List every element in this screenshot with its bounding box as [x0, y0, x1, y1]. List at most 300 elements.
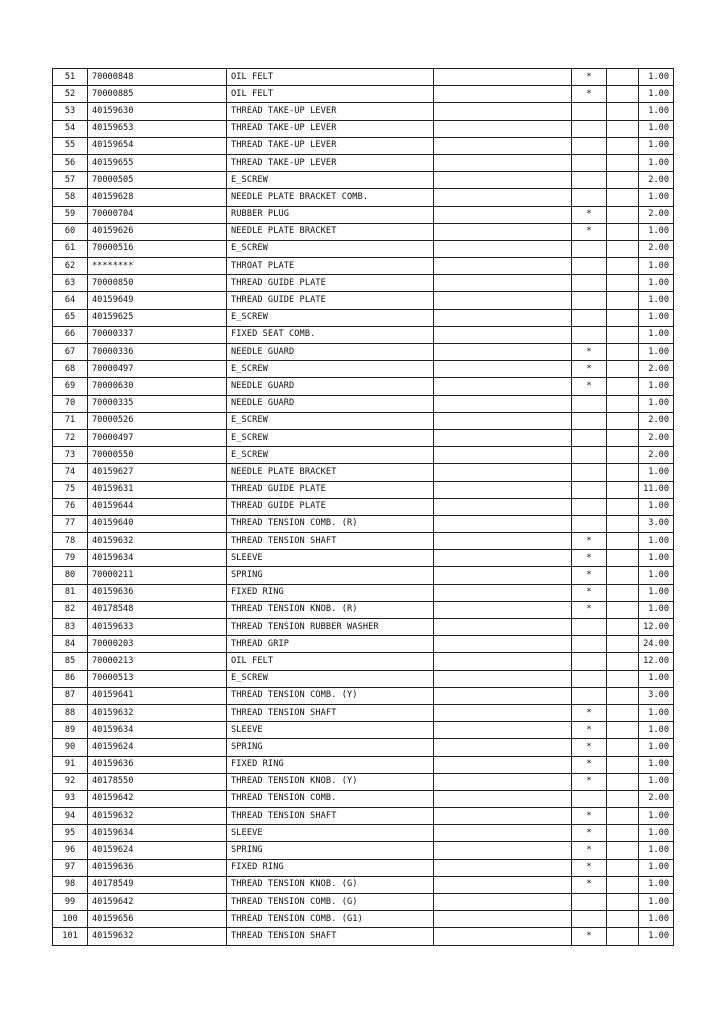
quantity-cell: 1.00 — [639, 533, 674, 550]
remarks-cell — [434, 670, 572, 687]
table-row — [53, 619, 674, 636]
remarks-cell — [434, 687, 572, 704]
mark-cell — [572, 515, 607, 532]
remarks-cell — [434, 911, 572, 928]
table-row — [53, 344, 674, 361]
spare-cell — [607, 756, 639, 773]
mark-cell: * — [572, 704, 607, 721]
remarks-cell — [434, 344, 572, 361]
spare-cell — [607, 653, 639, 670]
spare-cell — [607, 292, 639, 309]
quantity-cell: 3.00 — [639, 687, 674, 704]
part-number-cell: 40159642 — [88, 790, 227, 807]
spare-cell — [607, 86, 639, 103]
spare-cell — [607, 172, 639, 189]
mark-cell: * — [572, 756, 607, 773]
table-row — [53, 584, 674, 601]
remarks-cell — [434, 859, 572, 876]
remarks-cell — [434, 739, 572, 756]
quantity-cell: 1.00 — [639, 911, 674, 928]
description-cell: E_SCREW — [227, 361, 434, 378]
part-number-cell: 70000550 — [88, 447, 227, 464]
part-number-cell: 40159656 — [88, 911, 227, 928]
table-row — [53, 137, 674, 154]
quantity-cell: 1.00 — [639, 722, 674, 739]
mark-cell — [572, 309, 607, 326]
remarks-cell — [434, 361, 572, 378]
part-number-cell: 40159626 — [88, 223, 227, 240]
quantity-cell: 2.00 — [639, 172, 674, 189]
part-number-cell: 40159653 — [88, 120, 227, 137]
remarks-cell — [434, 137, 572, 154]
part-number-cell: 40159641 — [88, 687, 227, 704]
remarks-cell — [434, 258, 572, 275]
mark-cell: * — [572, 928, 607, 945]
quantity-cell: 2.00 — [639, 206, 674, 223]
quantity-cell: 1.00 — [639, 189, 674, 206]
remarks-cell — [434, 206, 572, 223]
remarks-cell — [434, 704, 572, 721]
part-number-cell: 40159634 — [88, 550, 227, 567]
table-row — [53, 756, 674, 773]
item-number-cell: 92 — [53, 773, 88, 790]
part-number-cell: 40159655 — [88, 154, 227, 171]
spare-cell — [607, 412, 639, 429]
description-cell: SPRING — [227, 842, 434, 859]
spare-cell — [607, 704, 639, 721]
part-number-cell: 40159634 — [88, 825, 227, 842]
table-row — [53, 653, 674, 670]
description-cell: FIXED RING — [227, 584, 434, 601]
part-number-cell: 40159632 — [88, 533, 227, 550]
part-number-cell: 70000505 — [88, 172, 227, 189]
item-number-cell: 85 — [53, 653, 88, 670]
part-number-cell: 40159640 — [88, 515, 227, 532]
spare-cell — [607, 790, 639, 807]
quantity-cell: 2.00 — [639, 240, 674, 257]
description-cell: THREAD TENSION RUBBER WASHER — [227, 619, 434, 636]
item-number-cell: 56 — [53, 154, 88, 171]
remarks-cell — [434, 876, 572, 893]
table-row — [53, 103, 674, 120]
part-number-cell: 40159632 — [88, 808, 227, 825]
description-cell: NEEDLE GUARD — [227, 378, 434, 395]
table-row — [53, 395, 674, 412]
mark-cell — [572, 447, 607, 464]
mark-cell: * — [572, 601, 607, 618]
part-number-cell: 40159636 — [88, 584, 227, 601]
part-number-cell: 70000203 — [88, 636, 227, 653]
spare-cell — [607, 69, 639, 86]
quantity-cell: 1.00 — [639, 275, 674, 292]
part-number-cell: 70000885 — [88, 86, 227, 103]
quantity-cell: 2.00 — [639, 412, 674, 429]
quantity-cell: 12.00 — [639, 619, 674, 636]
remarks-cell — [434, 584, 572, 601]
spare-cell — [607, 361, 639, 378]
quantity-cell: 24.00 — [639, 636, 674, 653]
description-cell: SPRING — [227, 567, 434, 584]
description-cell: NEEDLE GUARD — [227, 344, 434, 361]
quantity-cell: 1.00 — [639, 86, 674, 103]
mark-cell — [572, 636, 607, 653]
mark-cell — [572, 258, 607, 275]
remarks-cell — [434, 601, 572, 618]
mark-cell — [572, 653, 607, 670]
mark-cell — [572, 240, 607, 257]
part-number-cell: ******** — [88, 258, 227, 275]
quantity-cell: 1.00 — [639, 292, 674, 309]
item-number-cell: 86 — [53, 670, 88, 687]
spare-cell — [607, 876, 639, 893]
description-cell: SPRING — [227, 739, 434, 756]
remarks-cell — [434, 429, 572, 446]
spare-cell — [607, 223, 639, 240]
part-number-cell: 70000497 — [88, 429, 227, 446]
remarks-cell — [434, 773, 572, 790]
mark-cell: * — [572, 344, 607, 361]
description-cell: THREAD TENSION COMB. (Y) — [227, 687, 434, 704]
table-row — [53, 412, 674, 429]
mark-cell — [572, 464, 607, 481]
remarks-cell — [434, 481, 572, 498]
table-row — [53, 309, 674, 326]
table-row — [53, 498, 674, 515]
spare-cell — [607, 808, 639, 825]
mark-cell: * — [572, 876, 607, 893]
spare-cell — [607, 928, 639, 945]
mark-cell: * — [572, 808, 607, 825]
table-row — [53, 447, 674, 464]
item-number-cell: 52 — [53, 86, 88, 103]
table-row — [53, 876, 674, 893]
parts-list-table — [52, 68, 674, 946]
remarks-cell — [434, 894, 572, 911]
mark-cell: * — [572, 739, 607, 756]
description-cell: FIXED RING — [227, 756, 434, 773]
part-number-cell: 40159632 — [88, 704, 227, 721]
table-row — [53, 928, 674, 945]
mark-cell: * — [572, 223, 607, 240]
item-number-cell: 83 — [53, 619, 88, 636]
quantity-cell: 1.00 — [639, 498, 674, 515]
item-number-cell: 94 — [53, 808, 88, 825]
description-cell: SLEEVE — [227, 722, 434, 739]
mark-cell: * — [572, 722, 607, 739]
spare-cell — [607, 825, 639, 842]
description-cell: OIL FELT — [227, 69, 434, 86]
mark-cell — [572, 172, 607, 189]
description-cell: THREAD TENSION COMB. (G1) — [227, 911, 434, 928]
remarks-cell — [434, 412, 572, 429]
table-row — [53, 533, 674, 550]
quantity-cell: 1.00 — [639, 894, 674, 911]
item-number-cell: 67 — [53, 344, 88, 361]
table-row — [53, 670, 674, 687]
table-row — [53, 842, 674, 859]
part-number-cell: 70000848 — [88, 69, 227, 86]
item-number-cell: 74 — [53, 464, 88, 481]
remarks-cell — [434, 550, 572, 567]
item-number-cell: 69 — [53, 378, 88, 395]
item-number-cell: 61 — [53, 240, 88, 257]
table-row — [53, 326, 674, 343]
quantity-cell: 1.00 — [639, 344, 674, 361]
table-row — [53, 172, 674, 189]
item-number-cell: 59 — [53, 206, 88, 223]
spare-cell — [607, 670, 639, 687]
quantity-cell: 1.00 — [639, 69, 674, 86]
part-number-cell: 40159634 — [88, 722, 227, 739]
spare-cell — [607, 515, 639, 532]
spare-cell — [607, 464, 639, 481]
spare-cell — [607, 859, 639, 876]
spare-cell — [607, 567, 639, 584]
mark-cell: * — [572, 773, 607, 790]
spare-cell — [607, 275, 639, 292]
quantity-cell: 1.00 — [639, 756, 674, 773]
spare-cell — [607, 533, 639, 550]
item-number-cell: 100 — [53, 911, 88, 928]
table-row — [53, 240, 674, 257]
description-cell: FIXED RING — [227, 859, 434, 876]
item-number-cell: 75 — [53, 481, 88, 498]
remarks-cell — [434, 515, 572, 532]
mark-cell: * — [572, 859, 607, 876]
part-number-cell: 40159624 — [88, 842, 227, 859]
spare-cell — [607, 584, 639, 601]
mark-cell — [572, 120, 607, 137]
table-row — [53, 911, 674, 928]
spare-cell — [607, 636, 639, 653]
spare-cell — [607, 120, 639, 137]
item-number-cell: 101 — [53, 928, 88, 945]
spare-cell — [607, 687, 639, 704]
item-number-cell: 91 — [53, 756, 88, 773]
quantity-cell: 1.00 — [639, 739, 674, 756]
spare-cell — [607, 344, 639, 361]
table-row — [53, 481, 674, 498]
spare-cell — [607, 137, 639, 154]
description-cell: THREAD GRIP — [227, 636, 434, 653]
item-number-cell: 57 — [53, 172, 88, 189]
item-number-cell: 65 — [53, 309, 88, 326]
quantity-cell: 1.00 — [639, 120, 674, 137]
parts-list-body — [53, 69, 674, 946]
item-number-cell: 62 — [53, 258, 88, 275]
description-cell: THREAD TENSION COMB. — [227, 790, 434, 807]
item-number-cell: 78 — [53, 533, 88, 550]
description-cell: E_SCREW — [227, 447, 434, 464]
spare-cell — [607, 894, 639, 911]
part-number-cell: 40159632 — [88, 928, 227, 945]
quantity-cell: 1.00 — [639, 395, 674, 412]
description-cell: NEEDLE PLATE BRACKET COMB. — [227, 189, 434, 206]
spare-cell — [607, 619, 639, 636]
item-number-cell: 81 — [53, 584, 88, 601]
description-cell: NEEDLE PLATE BRACKET — [227, 464, 434, 481]
description-cell: THREAD TENSION SHAFT — [227, 808, 434, 825]
table-row — [53, 773, 674, 790]
remarks-cell — [434, 154, 572, 171]
spare-cell — [607, 447, 639, 464]
description-cell: THREAD GUIDE PLATE — [227, 292, 434, 309]
description-cell: THREAD TENSION KNOB. (Y) — [227, 773, 434, 790]
remarks-cell — [434, 567, 572, 584]
mark-cell — [572, 103, 607, 120]
description-cell: THREAD GUIDE PLATE — [227, 481, 434, 498]
remarks-cell — [434, 189, 572, 206]
table-row — [53, 550, 674, 567]
quantity-cell: 12.00 — [639, 653, 674, 670]
description-cell: THREAD TENSION SHAFT — [227, 928, 434, 945]
mark-cell — [572, 292, 607, 309]
quantity-cell: 1.00 — [639, 154, 674, 171]
quantity-cell: 1.00 — [639, 928, 674, 945]
description-cell: THROAT PLATE — [227, 258, 434, 275]
mark-cell: * — [572, 69, 607, 86]
remarks-cell — [434, 756, 572, 773]
spare-cell — [607, 739, 639, 756]
mark-cell: * — [572, 842, 607, 859]
description-cell: OIL FELT — [227, 653, 434, 670]
description-cell: E_SCREW — [227, 172, 434, 189]
table-row — [53, 120, 674, 137]
item-number-cell: 93 — [53, 790, 88, 807]
table-row — [53, 464, 674, 481]
part-number-cell: 70000335 — [88, 395, 227, 412]
quantity-cell: 1.00 — [639, 567, 674, 584]
mark-cell — [572, 154, 607, 171]
table-row — [53, 567, 674, 584]
item-number-cell: 71 — [53, 412, 88, 429]
item-number-cell: 89 — [53, 722, 88, 739]
mark-cell — [572, 481, 607, 498]
remarks-cell — [434, 86, 572, 103]
table-row — [53, 86, 674, 103]
item-number-cell: 87 — [53, 687, 88, 704]
quantity-cell: 1.00 — [639, 550, 674, 567]
quantity-cell: 1.00 — [639, 601, 674, 618]
quantity-cell: 1.00 — [639, 842, 674, 859]
table-row — [53, 515, 674, 532]
table-row — [53, 292, 674, 309]
remarks-cell — [434, 120, 572, 137]
remarks-cell — [434, 326, 572, 343]
quantity-cell: 1.00 — [639, 378, 674, 395]
part-number-cell: 40159633 — [88, 619, 227, 636]
part-number-cell: 40159636 — [88, 859, 227, 876]
description-cell: SLEEVE — [227, 825, 434, 842]
item-number-cell: 54 — [53, 120, 88, 137]
description-cell: THREAD TAKE-UP LEVER — [227, 154, 434, 171]
table-row — [53, 739, 674, 756]
description-cell: E_SCREW — [227, 309, 434, 326]
spare-cell — [607, 378, 639, 395]
quantity-cell: 1.00 — [639, 876, 674, 893]
description-cell: THREAD TAKE-UP LEVER — [227, 120, 434, 137]
table-row — [53, 206, 674, 223]
part-number-cell: 40178549 — [88, 876, 227, 893]
item-number-cell: 97 — [53, 859, 88, 876]
mark-cell: * — [572, 361, 607, 378]
table-row — [53, 275, 674, 292]
quantity-cell: 2.00 — [639, 429, 674, 446]
table-row — [53, 69, 674, 86]
description-cell: RUBBER PLUG — [227, 206, 434, 223]
mark-cell: * — [572, 533, 607, 550]
quantity-cell: 2.00 — [639, 447, 674, 464]
remarks-cell — [434, 447, 572, 464]
spare-cell — [607, 498, 639, 515]
item-number-cell: 79 — [53, 550, 88, 567]
remarks-cell — [434, 223, 572, 240]
description-cell: NEEDLE PLATE BRACKET — [227, 223, 434, 240]
spare-cell — [607, 550, 639, 567]
description-cell: OIL FELT — [227, 86, 434, 103]
table-row — [53, 859, 674, 876]
remarks-cell — [434, 842, 572, 859]
description-cell: E_SCREW — [227, 670, 434, 687]
description-cell: E_SCREW — [227, 240, 434, 257]
quantity-cell: 1.00 — [639, 309, 674, 326]
item-number-cell: 72 — [53, 429, 88, 446]
mark-cell: * — [572, 584, 607, 601]
remarks-cell — [434, 464, 572, 481]
item-number-cell: 82 — [53, 601, 88, 618]
spare-cell — [607, 722, 639, 739]
spare-cell — [607, 189, 639, 206]
table-row — [53, 601, 674, 618]
table-row — [53, 894, 674, 911]
remarks-cell — [434, 825, 572, 842]
spare-cell — [607, 240, 639, 257]
table-row — [53, 808, 674, 825]
item-number-cell: 99 — [53, 894, 88, 911]
spare-cell — [607, 154, 639, 171]
part-number-cell: 40159649 — [88, 292, 227, 309]
table-row — [53, 722, 674, 739]
quantity-cell: 2.00 — [639, 361, 674, 378]
part-number-cell: 70000513 — [88, 670, 227, 687]
part-number-cell: 40178548 — [88, 601, 227, 618]
description-cell: THREAD TENSION COMB. (R) — [227, 515, 434, 532]
description-cell: FIXED SEAT COMB. — [227, 326, 434, 343]
part-number-cell: 70000336 — [88, 344, 227, 361]
part-number-cell: 70000497 — [88, 361, 227, 378]
part-number-cell: 40159628 — [88, 189, 227, 206]
part-number-cell: 70000704 — [88, 206, 227, 223]
quantity-cell: 2.00 — [639, 790, 674, 807]
quantity-cell: 1.00 — [639, 704, 674, 721]
mark-cell — [572, 275, 607, 292]
mark-cell — [572, 395, 607, 412]
quantity-cell: 1.00 — [639, 670, 674, 687]
mark-cell: * — [572, 567, 607, 584]
part-number-cell: 40159642 — [88, 894, 227, 911]
remarks-cell — [434, 722, 572, 739]
description-cell: THREAD GUIDE PLATE — [227, 498, 434, 515]
remarks-cell — [434, 103, 572, 120]
part-number-cell: 40159624 — [88, 739, 227, 756]
item-number-cell: 96 — [53, 842, 88, 859]
spare-cell — [607, 206, 639, 223]
table-row — [53, 704, 674, 721]
part-number-cell: 40159625 — [88, 309, 227, 326]
quantity-cell: 1.00 — [639, 859, 674, 876]
item-number-cell: 68 — [53, 361, 88, 378]
mark-cell — [572, 670, 607, 687]
